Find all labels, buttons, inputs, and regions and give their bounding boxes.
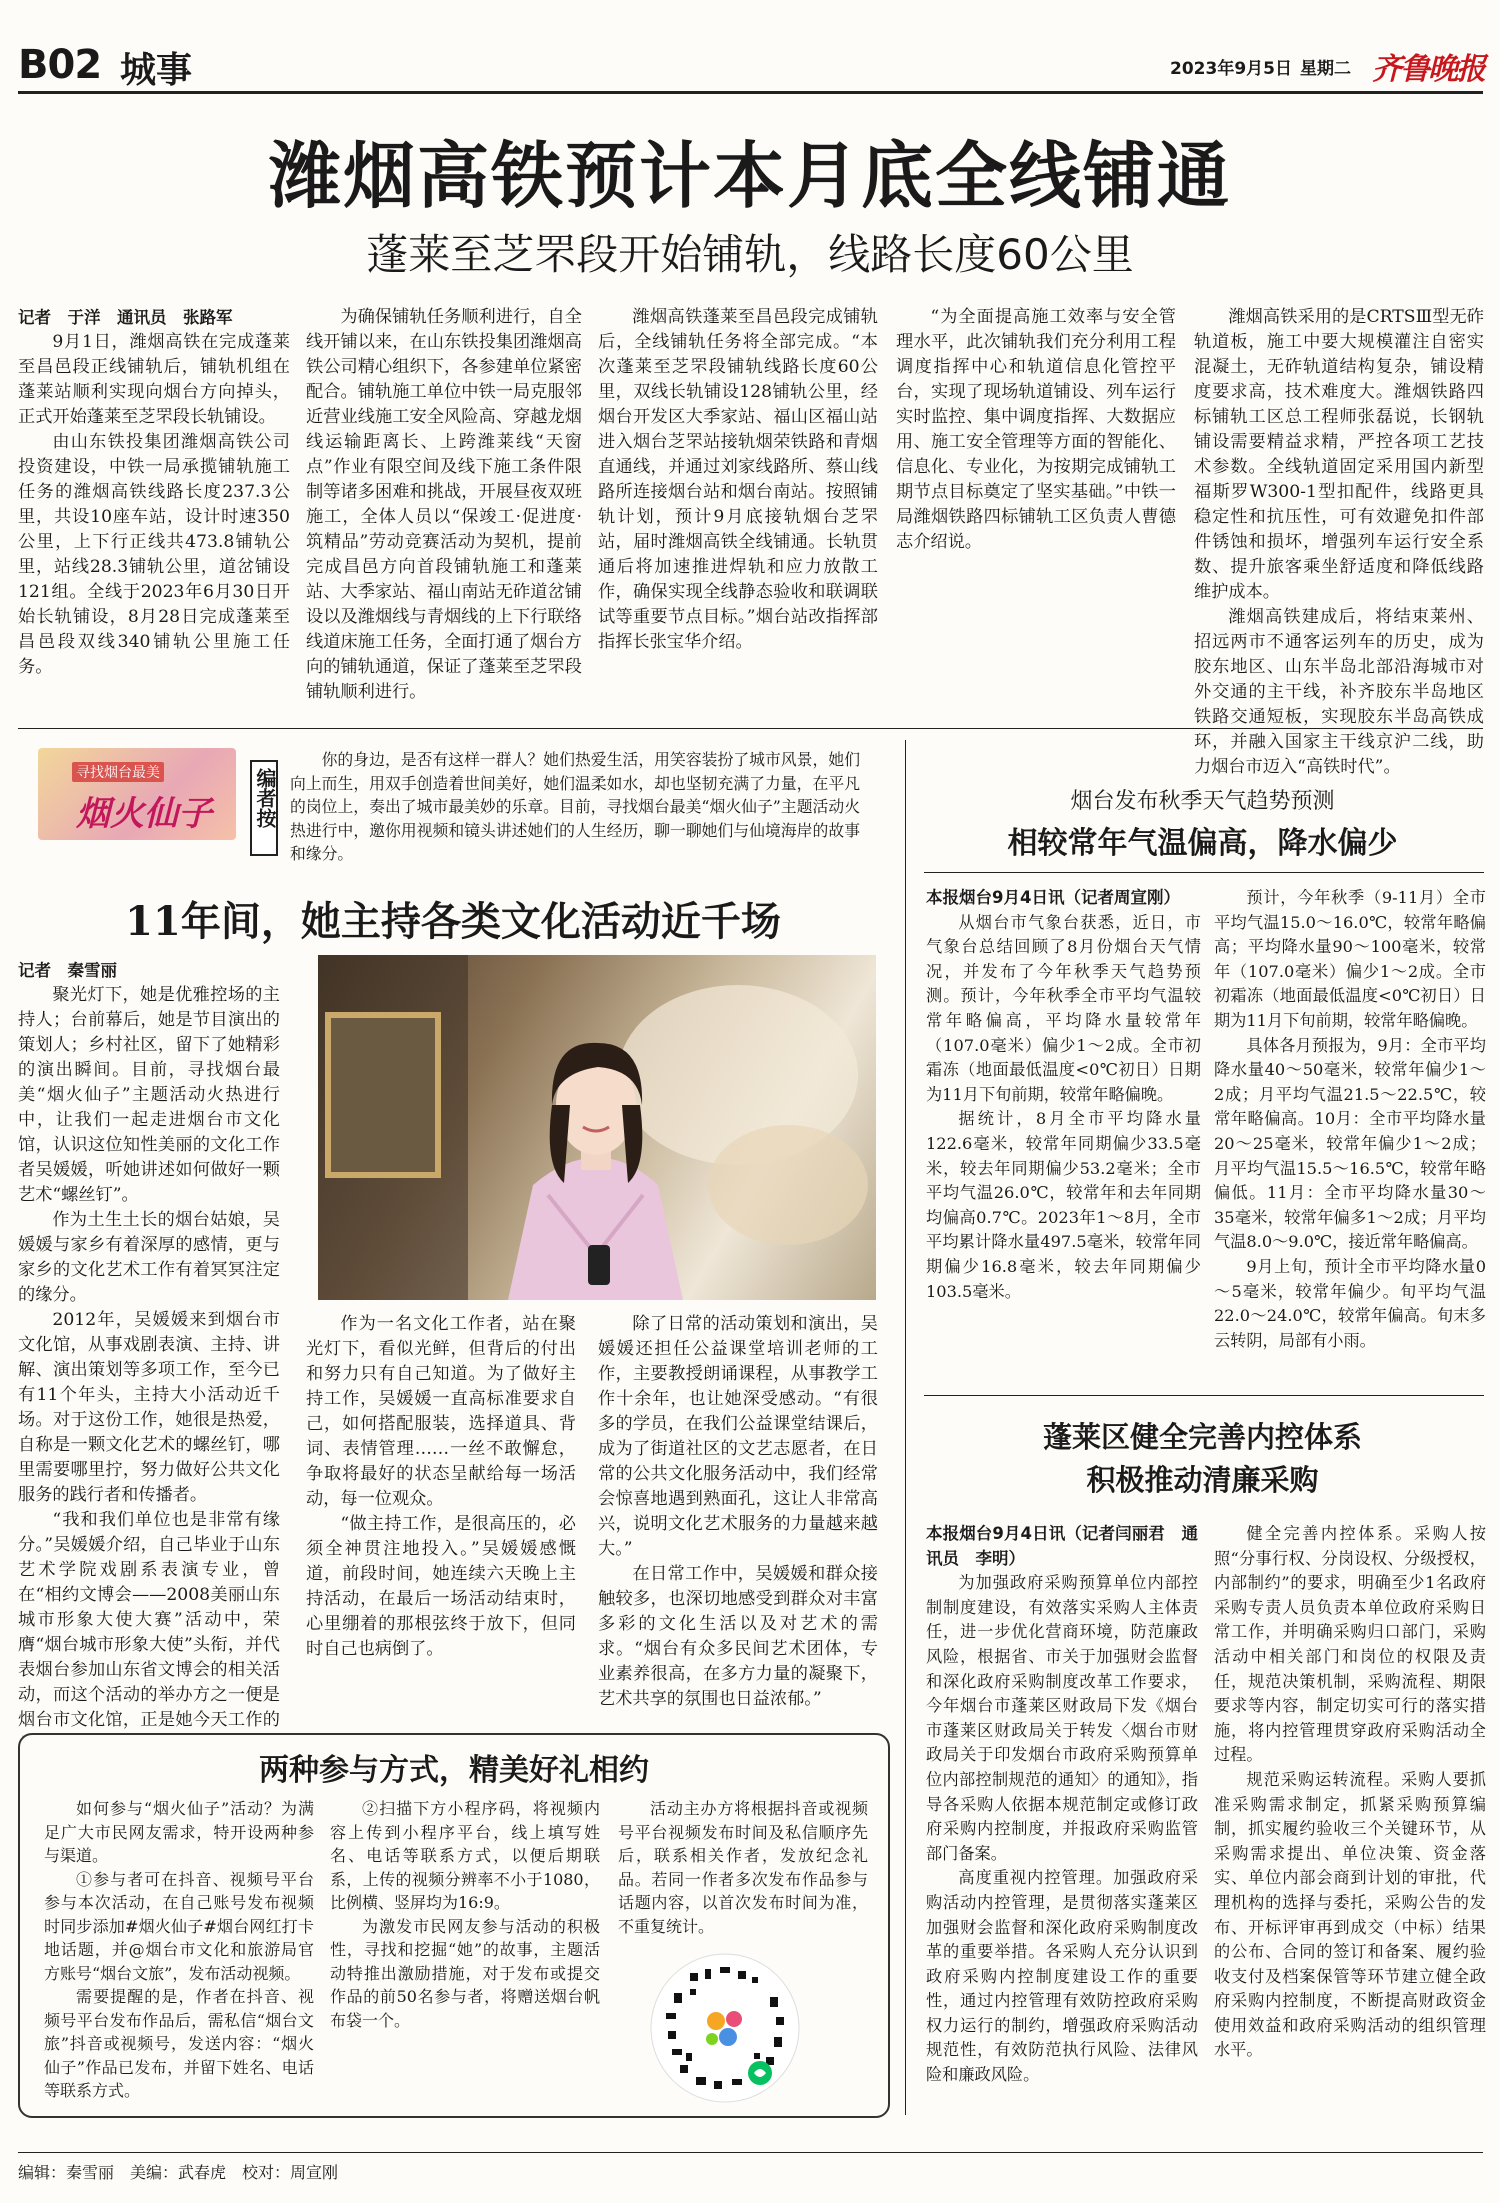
lead-paragraph: 9月1日，潍烟高铁在完成蓬莱至昌邑段正线铺轨后，铺轨机组在蓬莱站顺利实现向烟台方向掉头，正式开始蓬莱至芝罘段长轨铺设。 xyxy=(18,332,290,427)
lead-column-2 xyxy=(306,305,582,715)
lead-paragraph: 由山东铁投集团潍烟高铁公司投资建设，中铁一局承揽铺轨施工任务的潍烟高铁线路长度237.3公里，共设10座车站，设计时速350公里，上下行正线共473.8铺轨公里，站线28.3铺轨公里，道岔铺设121组。全线于2023年6月30日开始长轨铺设，8月28日完成蓬莱至昌邑段双线340铺轨公里施工任务。 xyxy=(18,432,290,677)
masthead-logo: 齐鲁晚报 xyxy=(1372,52,1484,87)
qr-code-icon xyxy=(650,1953,800,2103)
participate-column-2 xyxy=(330,1797,600,2109)
feature-paragraph: 作为土生土长的烟台姑娘，吴媛媛与家乡有着深厚的感情，更与家乡的文化艺术工作有着冥冥注定的缘分。 xyxy=(18,1210,280,1305)
lead-paragraph: 潍烟高铁建成后，将结束莱州、招远两市不通客运列车的历史，成为胶东地区、山东半岛北部沿海城市对外交通的主干线，补齐胶东半岛地区铁路交通短板，实现胶东半岛高铁成环，并融入国家主干线京沪二线，助力烟台市迈入“高铁时代”。 xyxy=(1194,607,1484,777)
feature-byline: 记者 秦雪丽 xyxy=(18,961,117,980)
participate-paragraph: 如何参与“烟火仙子”活动？为满足广大市民网友需求，特开设两种参与渠道。 xyxy=(44,1799,314,1865)
campaign-badge-small: 寻找烟台最美 xyxy=(72,762,164,782)
editor-note xyxy=(290,748,860,876)
weather-byline: 本报烟台9月4日讯（记者周宣刚） xyxy=(926,888,1180,907)
weather-paragraph: 预计，今年秋季（9-11月）全市平均气温15.0～16.0℃，较常年略偏高；平均降水量90～100毫米，较常年（107.0毫米）偏少1～2成。全市初霜冻（地面最低温度<0℃初日）日期为11月下旬前期，较常年略偏晚。 xyxy=(1214,888,1486,1030)
lead-column-5 xyxy=(1194,305,1484,777)
lead-paragraph: “为全面提高施工效率与安全管理水平，此次铺轨我们充分利用工程调度指挥中心和轨道信息化管控平台，实现了现场轨道铺设、列车运行实时监控、集中调度指挥、大数据应用、施工安全管理等方面的智能化、信息化、专业化，为按期完成铺轨工期节点目标奠定了坚实基础。”中铁一局潍烟铁路四标铺轨工区负责人曹德志介绍说。 xyxy=(896,307,1176,552)
weather-kicker: 烟台发布秋季天气趋势预测 xyxy=(1070,789,1335,814)
participate-paragraph: ②扫描下方小程序码，将视频内容上传到小程序平台，线上填写姓名、电话等联系方式，以便后期联系，上传的视频分辨率不小于1080，比例横、竖屏均为16:9。 xyxy=(330,1799,600,1912)
feature-paragraph: 聚光灯下，她是优雅控场的主持人；台前幕后，她是节目演出的策划人；乡村社区，留下了她精彩的演出瞬间。目前，寻找烟台最美“烟火仙子”主题活动火热进行中，让我们一起走进烟台市文化馆，认识这位知性美丽的文化工作者吴媛媛，听她讲述如何做好一颗艺术“螺丝钉”。 xyxy=(18,985,280,1205)
lead-paragraph: 为确保铺轨任务顺利进行，自全线开铺以来，在山东铁投集团潍烟高铁公司精心组织下，各参建单位紧密配合。铺轨施工单位中铁一局克服邻近营业线施工安全风险高、穿越龙烟线运输距离长、上跨潍莱线“天窗点”作业有限空间及线下施工条件限制等诸多困难和挑战，开展昼夜双班施工，全体人员以“保竣工·促进度·筑精品”劳动竞赛活动为契机，提前完成昌邑方向首段铺轨施工和蓬莱站、大季家站、福山南站无砟道岔铺设以及潍烟线与青烟线的上下行联络线道床施工任务，全面打通了烟台方向的铺轨通道，保证了蓬莱至芝罘段铺轨顺利进行。 xyxy=(306,307,582,702)
page-code: B02 xyxy=(18,42,102,88)
issue-weekday: 星期二 xyxy=(1300,59,1351,79)
participate-column-1 xyxy=(44,1797,314,2109)
lead-subheadline: 蓬莱至芝罘段开始铺轨，线路长度60公里 xyxy=(366,230,1134,279)
weather-rule xyxy=(924,872,1484,873)
editor-note-label xyxy=(250,760,278,856)
feature-paragraph: 作为一名文化工作者，站在聚光灯下，看似光鲜，但背后的付出和努力只有自己知道。为了做好主持工作，吴媛媛一直高标准要求自己，如何搭配服装，选择道具、背词、表情管理……一丝不敢懈怠，争取将最好的状态呈献给每一场活动，每一位观众。 xyxy=(306,1314,576,1509)
penglai-paragraph: 为加强政府采购预算单位内部控制制度建设，有效落实采购人主体责任，进一步优化营商环境，防范廉政风险，根据省、市关于加强财会监督和深化政府采购制度改革工作要求，今年烟台市蓬莱区财政局下发《烟台市蓬莱区财政局关于转发〈烟台市财政局关于印发烟台市政府采购预算单位内部控制规范的通知〉的通知》，指导各采购人依据本规范制定或修订政府采购内控制度，并报政府采购监管部门备案。 xyxy=(926,1573,1198,1863)
weather-divider xyxy=(924,1395,1484,1396)
feature-column-2 xyxy=(306,1312,576,1680)
participate-paragraph: 活动主办方将根据抖音或视频号平台视频发布时间及私信顺序先后，联系相关作者，发放纪念礼品。若同一作者多次发布作品参与话题内容，以首次发布时间为准，不重复统计。 xyxy=(618,1799,868,1936)
header-rule xyxy=(18,91,1483,94)
lead-headline: 潍烟高铁预计本月底全线铺通 xyxy=(268,133,1231,218)
feature-paragraph: “做主持工作，是很高压的，必须全神贯注地投入。”吴媛媛感慨道，前段时间，她连续六天晚上主持活动，在最后一场活动结束时，心里绷着的那根弦终于放下，但同时自己也病倒了。 xyxy=(306,1514,576,1659)
participate-paragraph: ①参与者可在抖音、视频号平台参与本次活动，在自己账号发布视频时同步添加#烟火仙子#烟台网红打卡地话题，并@烟台市文化和旅游局官方账号“烟台文旅”，发布活动视频。 xyxy=(44,1869,314,1983)
lead-column-1 xyxy=(18,305,290,715)
section-divider xyxy=(18,728,1483,729)
penglai-paragraph: 高度重视内控管理。加强政府采购活动内控管理，是贯彻落实蓬莱区加强财会监督和深化政府采购制度改革的重要举措。各采购人充分认识到政府采购内控制度建设工作的重要性，通过内控管理有效防控政府采购权力运行的制约，增强政府采购活动规范性，有效防范执行风险、法律风险和廉政风险。 xyxy=(926,1868,1198,2085)
weather-paragraph: 据统计，8月全市平均降水量122.6毫米，较常年同期偏少33.5毫米，较去年同期偏少53.2毫米；全市平均气温26.0℃，较常年和去年同期均偏高0.7℃。2023年1～8月，全市平均累计降水量497.5毫米，较常年同期偏少16.8毫米，较去年同期偏少103.5毫米。 xyxy=(926,1109,1201,1301)
penglai-paragraph: 健全完善内控体系。采购人按照“分事行权、分岗设权、分级授权，内部制约”的要求，明确至少1名政府采购专责人员负责本单位政府采购日常工作，并明确采购归口部门，采购活动中相关部门和岗位的权限及责任，规范决策机制，采购流程、期限要求等内容，制定切实可行的落实措施，将内控管理贯穿政府采购活动全过程。 xyxy=(1214,1524,1486,1765)
participate-paragraph: 为激发市民网友参与活动的积极性，寻找和挖掘“她”的故事，主题活动特推出激励措施，对于发布或提交作品的前50名参与者，将赠送烟台帆布袋一个。 xyxy=(330,1916,600,2030)
weather-paragraph: 9月上旬，预计全市平均降水量0～5毫米，较常年偏少。旬平均气温22.0～24.0℃，较常年偏高。旬末多云转阴，局部有小雨。 xyxy=(1214,1256,1486,1350)
section-name: 城事 xyxy=(120,50,193,91)
feature-column-3 xyxy=(598,1312,878,1709)
portrait-photo xyxy=(318,955,876,1300)
feature-paragraph: 2012年，吴媛媛来到烟台市文化馆，从事戏剧表演、主持、讲解、演出策划等多项工作，至今已有11个年头，主持大小活动近千场。对于这份工作，她很是热爱，自称是一颗文化艺术的螺丝钉，哪里需要哪里拧，努力做好公共文化服务的践行者和传播者。 xyxy=(18,1310,280,1505)
penglai-column-1 xyxy=(926,1522,1198,2122)
weather-column-1 xyxy=(926,886,1201,1386)
participate-column-3 xyxy=(618,1797,868,1937)
editor-note-label-text: 编者按 xyxy=(253,768,277,828)
campaign-badge-title: 烟火仙子 xyxy=(76,794,212,834)
footer-rule xyxy=(18,2152,1483,2153)
lead-byline: 记者 于洋 通讯员 张路军 xyxy=(18,308,233,327)
feature-paragraph: 除了日常的活动策划和演出，吴媛媛还担任公益课堂培训老师的工作，主要教授朗诵课程，从事教学工作十余年，也让她深受感动。“有很多的学员，在我们公益课堂结课后，成为了街道社区的文艺志愿者，在日常的公共文化服务活动中，我们经常会惊喜地遇到熟面孔，这让人非常高兴，说明文化艺术服务的力量越来越大。” xyxy=(598,1314,878,1559)
portrait-illustration xyxy=(318,955,876,1300)
weather-column-2 xyxy=(1214,886,1486,1386)
participate-headline: 两种参与方式，精美好礼相约 xyxy=(259,1753,649,1788)
lead-column-4 xyxy=(896,305,1176,715)
lead-paragraph: 潍烟高铁蓬莱至昌邑段完成铺轨后，全线铺轨任务将全部完成。“本次蓬莱至芝罘段铺轨线路长度60公里，双线长轨铺设128铺轨公里，经烟台开发区大季家站、福山区福山站进入烟台芝罘站接轨烟荣铁路和青烟直通线，并通过刘家线路所、蔡山线路所连接烟台站和烟台南站。按照铺轨计划，预计9月底接轨烟台芝罘站，届时潍烟高铁全线铺通。长轨贯通后将加速推进焊轨和应力放散工作，确保实现全线静态验收和联调联试等重要节点目标。”烟台站改指挥部指挥长张宝华介绍。 xyxy=(598,307,878,652)
weather-paragraph: 从烟台市气象台获悉，近日，市气象台总结回顾了8月份烟台天气情况，并发布了今年秋季天气趋势预测。预计，今年秋季全市平均气温较常年略偏高，平均降水量较常年（107.0毫米）偏少1～2成。全市初霜冻（地面最低温度<0℃初日）日期为11月下旬前期，较常年略偏晚。 xyxy=(926,912,1201,1104)
weather-headline: 相较常年气温偏高，降水偏少 xyxy=(1007,826,1398,861)
weather-paragraph: 具体各月预报为，9月：全市平均降水量40～50毫米，较常年偏少1～2成；月平均气温21.5～22.5℃，较常年略偏高。10月：全市平均降水量20～25毫米，较常年偏少1～2成；月平均气温15.5～16.5℃，较常年略偏低。11月：全市平均降水量30～35毫米，较常年偏多1～2成；月平均气温8.0～9.0℃，接近常年略偏高。 xyxy=(1214,1035,1486,1252)
penglai-headline-1: 蓬莱区健全完善内控体系 xyxy=(1042,1420,1362,1454)
feature-headline: 11年间，她主持各类文化活动近千场 xyxy=(125,898,781,945)
penglai-byline: 本报烟台9月4日讯（记者闫丽君 通讯员 李明） xyxy=(926,1524,1198,1568)
feature-paragraph: “我和我们单位也是非常有缘分。”吴媛媛介绍，自己毕业于山东艺术学院戏剧系表演专业，曾在“相约文博会——2008美丽山东城市形象大使大赛”活动中，荣膺“烟台城市形象大使”头衔，并代表烟台参加山东省文博会的相关活动，而这个活动的举办方之一便是烟台市文化馆，正是她今天工作的 xyxy=(18,1510,280,1730)
issue-date: 2023年9月5日 xyxy=(1170,59,1292,79)
footer-credits: 编辑：秦雪丽 美编：武春虎 校对：周宣刚 xyxy=(18,2163,339,2182)
feature-column-1 xyxy=(18,958,280,1730)
participate-paragraph: 需要提醒的是，作者在抖音、视频号平台发布作品后，需私信“烟台文旅”抖音或视频号，发送内容：“烟火仙子”作品已发布，并留下姓名、电话等联系方式。 xyxy=(44,1987,314,2100)
vertical-divider xyxy=(905,740,906,2115)
lead-paragraph: 潍烟高铁采用的是CRTSⅢ型无砟轨道板，施工中要大规模灌注自密实混凝土，无砟轨道结构复杂，铺设精度要求高，技术难度大。潍烟铁路四标铺轨工区总工程师张磊说，长钢轨铺设需要精益求精，严控各项工艺技术参数。全线轨道固定采用国内新型福斯罗W300-1型扣配件，线路更具稳定性和抗压性，可有效避免扣件部件锈蚀和损坏，增强列车运行安全系数、提升旅客乘坐舒适度和降低线路维护成本。 xyxy=(1194,307,1484,602)
campaign-badge xyxy=(38,748,236,840)
participate-box xyxy=(18,1733,890,2118)
penglai-paragraph: 规范采购运转流程。采购人要抓准采购需求制定，抓紧采购预算编制，抓实履约验收三个关键环节，从采购需求提出、单位决策、资金落实、单位内部会商到计划的审批，代理机构的选择与委托，采购公告的发布、开标评审再到成交（中标）结果的公布、合同的签订和备案、履约验收支付及档案保管等环节建立健全政府采购内控制度，不断提高财政资金使用效益和政府采购活动的组织管理水平。 xyxy=(1214,1769,1486,2060)
feature-paragraph: 在日常工作中，吴媛媛和群众接触较多，也深切地感受到群众对丰富多彩的文化生活以及对艺术的需求。“烟台有众多民间艺术团体，专业素养很高，在多方力量的凝聚下，艺术共享的氛围也日益浓郁。” xyxy=(598,1564,878,1709)
lead-column-3 xyxy=(598,305,878,715)
mini-program-code[interactable] xyxy=(650,1953,800,2103)
penglai-column-2 xyxy=(1214,1522,1486,2122)
penglai-headline-2: 积极推动清廉采购 xyxy=(1086,1463,1319,1497)
editor-note-text: 你的身边，是否有这样一群人？她们热爱生活，用笑容装扮了城市风景，她们向上而生，用双手创造着世间美好，她们温柔如水，却也坚韧充满了力量，在平凡的岗位上，奏出了城市最美妙的乐章。目前，寻找烟台最美“烟火仙子”主题活动火热进行中，邀你用视频和镜头讲述她们的人生经历，聊一聊她们与仙境海岸的故事和缘分。 xyxy=(290,750,860,863)
